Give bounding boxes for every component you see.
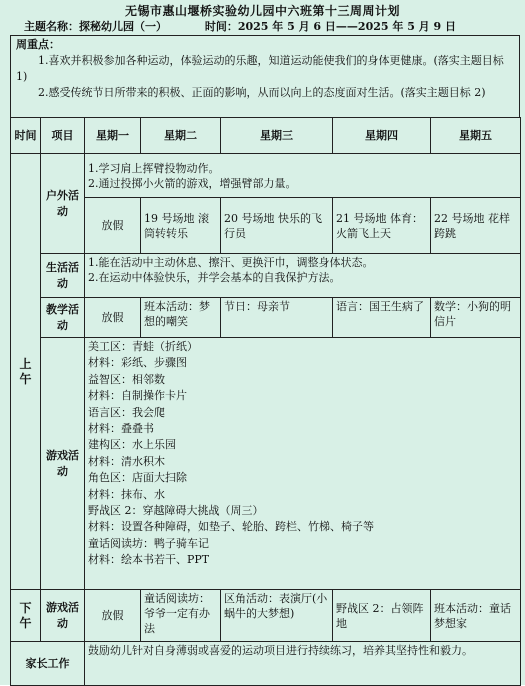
teaching-friday: 数学：小狗的明信片 bbox=[431, 298, 521, 338]
date-range: 时间：2025 年 5 月 6 日——2025 年 5 月 9 日 bbox=[204, 20, 456, 33]
outdoor-goal-2: 2.通过投掷小火箭的游戏，增强臂部力量。 bbox=[88, 176, 297, 190]
game-line: 材料：彩纸、步骤图 bbox=[88, 356, 187, 370]
focus-item-2: 2.感受传统节日所带来的积极、正面的影响，从而以向上的态度面对生活。(落实主题目标 2) bbox=[38, 86, 486, 99]
game-line: 材料：叠叠书 bbox=[88, 422, 154, 436]
outdoor-days-row bbox=[11, 198, 521, 254]
game-row bbox=[11, 338, 521, 590]
game-line: 美工区：青蛙（折纸） bbox=[88, 340, 198, 353]
game-label: 游戏活动 bbox=[41, 338, 85, 590]
header-row bbox=[11, 118, 521, 154]
outdoor-goals bbox=[85, 154, 521, 198]
game-line: 语言区：我会爬 bbox=[88, 405, 165, 419]
col-tuesday: 星期二 bbox=[141, 118, 221, 154]
col-thursday: 星期四 bbox=[333, 118, 431, 154]
game-line: 建构区：水上乐园 bbox=[88, 438, 176, 452]
teaching-wednesday: 节日：母亲节 bbox=[221, 298, 333, 338]
outdoor-wednesday: 20 号场地 快乐的飞行员 bbox=[221, 198, 333, 254]
game-line: 材料：清水积木 bbox=[88, 454, 165, 468]
parents-row bbox=[11, 642, 521, 686]
col-item: 项目 bbox=[41, 118, 85, 154]
outdoor-monday: 放假 bbox=[85, 198, 141, 254]
col-wednesday: 星期三 bbox=[221, 118, 333, 154]
game-line: 材料：设置各种障碍，如垫子、轮胎、跨栏、竹梯、椅子等 bbox=[88, 520, 374, 534]
game-line: 角色区：店面大扫除 bbox=[88, 471, 187, 485]
game-line: 材料：绘本书若干、PPT bbox=[88, 553, 210, 567]
parents-text: 鼓励幼儿针对自身薄弱或喜爱的运动项目进行持续练习，培养其坚持性和毅力。 bbox=[85, 642, 521, 686]
teaching-row bbox=[11, 298, 521, 338]
teaching-tuesday: 班本活动：梦想的嘲笑 bbox=[141, 298, 221, 338]
outdoor-tuesday: 19 号场地 滚筒转转乐 bbox=[141, 198, 221, 254]
weekly-focus bbox=[10, 35, 520, 118]
pm-game-label: 游戏活动 bbox=[41, 590, 85, 642]
game-line: 童话阅读坊：鸭子骑车记 bbox=[88, 536, 209, 550]
col-friday: 星期五 bbox=[431, 118, 521, 154]
col-time: 时间 bbox=[11, 118, 41, 154]
plan-table bbox=[10, 117, 521, 686]
pm-game-tuesday: 童话阅读坊：爷爷一定有办法 bbox=[141, 590, 221, 642]
teaching-monday: 放假 bbox=[85, 298, 141, 338]
focus-item-1: 1.喜欢并积极参加各种运动，体验运动的乐趣，知道运动能使我们的身体更健康。(落实主题目标 1) bbox=[16, 54, 504, 83]
pm-game-monday: 放假 bbox=[85, 590, 141, 642]
life-label: 生活活动 bbox=[41, 254, 85, 298]
outdoor-friday: 22 号场地 花样跨跳 bbox=[431, 198, 521, 254]
afternoon-label: 下午 bbox=[11, 590, 41, 642]
outdoor-thursday: 21 号场地 体育：火箭飞上天 bbox=[333, 198, 431, 254]
page-title: 无锡市惠山堰桥实验幼儿园中六班第十三周周计划 bbox=[124, 4, 400, 18]
parents-label: 家长工作 bbox=[11, 642, 85, 686]
life-goal-1: 1.能在活动中主动休息、擦汗、更换汗巾，调整身体状态。 bbox=[88, 256, 374, 269]
theme-name: 主题名称：探秘幼儿园（一） bbox=[24, 20, 167, 33]
game-activities bbox=[85, 338, 521, 590]
life-goal-2: 2.在运动中体验快乐，并学会基本的自我保护方法。 bbox=[88, 271, 341, 284]
game-line: 野战区 2：穿越障碍大挑战（周三） bbox=[88, 504, 264, 518]
pm-game-friday: 班本活动：童话梦想家 bbox=[431, 590, 521, 642]
focus-label: 周重点： bbox=[16, 38, 60, 51]
teaching-thursday: 语言：国王生病了 bbox=[333, 298, 431, 338]
afternoon-row bbox=[11, 590, 521, 642]
life-row bbox=[11, 254, 521, 298]
outdoor-label: 户外活动 bbox=[41, 154, 85, 254]
pm-game-wednesday: 区角活动：表演厅(小蜗牛的大梦想) bbox=[221, 590, 333, 642]
pm-game-thursday: 野战区 2：占领阵地 bbox=[333, 590, 431, 642]
outdoor-goal-1: 1.学习肩上挥臂投物动作。 bbox=[88, 161, 220, 175]
morning-label: 上午 bbox=[11, 154, 41, 590]
game-line: 材料：自制操作卡片 bbox=[88, 389, 187, 403]
col-monday: 星期一 bbox=[85, 118, 141, 154]
theme-line bbox=[24, 18, 524, 34]
game-line: 益智区：相邻数 bbox=[88, 372, 165, 386]
game-line: 材料：抹布、水 bbox=[88, 487, 165, 501]
outdoor-goals-row bbox=[11, 154, 521, 198]
teaching-label: 教学活动 bbox=[41, 298, 85, 338]
life-goals bbox=[85, 254, 521, 298]
